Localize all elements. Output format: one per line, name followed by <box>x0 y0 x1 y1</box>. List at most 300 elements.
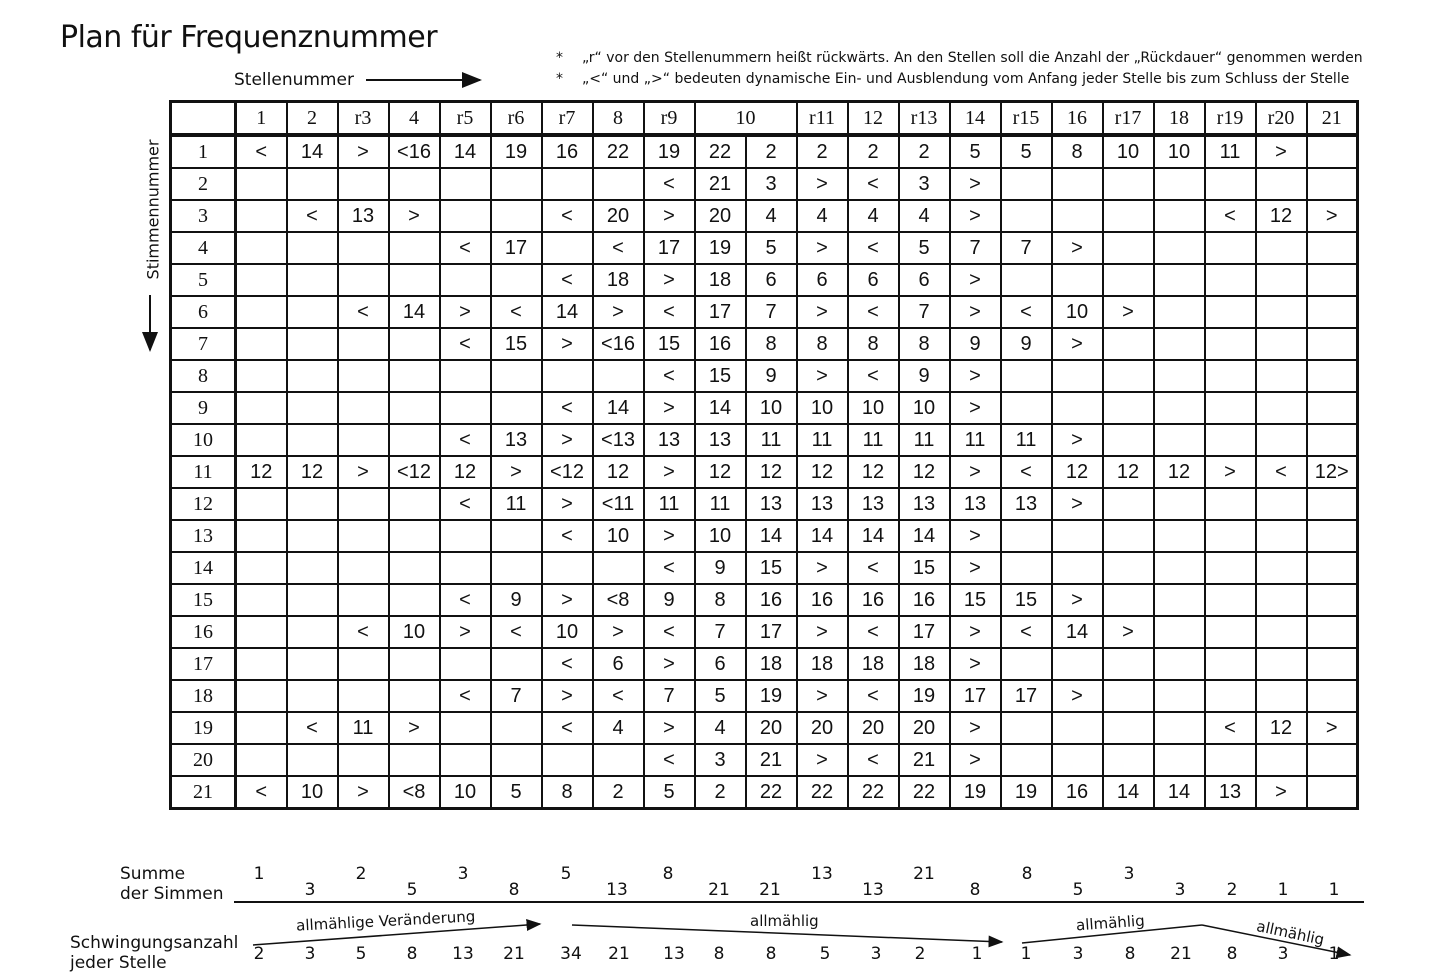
footnote-dynamics: * „<“ und „>“ bedeuten dynamische Ein- und Ausblendung vom Anfang jeder Stelle bis zum Schluss der Stelle <box>556 71 1350 87</box>
table-cell <box>542 168 593 200</box>
table-cell: > <box>950 264 1001 296</box>
table-cell: < <box>338 296 389 328</box>
table-cell: > <box>1052 488 1103 520</box>
table-cell: 12 <box>899 456 950 488</box>
table-cell: 12 <box>797 456 848 488</box>
table-cell <box>1103 488 1154 520</box>
table-cell <box>1154 520 1205 552</box>
column-header: r9 <box>644 102 695 136</box>
table-cell <box>236 648 287 680</box>
table-cell: 11 <box>338 712 389 744</box>
row-header: 18 <box>171 680 236 712</box>
schwingung-value: 13 <box>663 944 685 964</box>
table-cell: > <box>644 264 695 296</box>
table-cell <box>440 168 491 200</box>
table-cell <box>440 200 491 232</box>
table-cell: < <box>848 232 899 264</box>
schwingung-value: 3 <box>870 944 882 964</box>
phrase-allmaehlig-3: allmählig <box>1254 917 1326 949</box>
table-row <box>171 135 1358 168</box>
table-cell <box>338 744 389 776</box>
table-cell: > <box>644 392 695 424</box>
column-header: 4 <box>389 102 440 136</box>
table-cell <box>1205 744 1256 776</box>
table-cell: < <box>338 616 389 648</box>
table-cell: < <box>542 264 593 296</box>
table-cell <box>1256 360 1307 392</box>
table-cell <box>1103 680 1154 712</box>
table-cell: > <box>593 296 644 328</box>
table-cell: 7 <box>644 680 695 712</box>
table-cell: 17 <box>644 232 695 264</box>
summe-value: 8 <box>969 880 981 900</box>
table-cell: 2 <box>746 135 797 168</box>
table-cell: 15 <box>950 584 1001 616</box>
table-cell <box>338 648 389 680</box>
table-cell: <16 <box>593 328 644 360</box>
row-header: 10 <box>171 424 236 456</box>
row-header: 5 <box>171 264 236 296</box>
table-cell: > <box>1307 200 1358 232</box>
table-row <box>171 296 1358 328</box>
table-cell: 13 <box>797 488 848 520</box>
row-header: 3 <box>171 200 236 232</box>
table-cell <box>1001 552 1052 584</box>
column-header: 12 <box>848 102 899 136</box>
column-header: 2 <box>287 102 338 136</box>
table-cell <box>236 232 287 264</box>
table-cell <box>1256 648 1307 680</box>
table-cell <box>389 328 440 360</box>
schwingung-value: 1 <box>971 944 983 964</box>
table-cell <box>1205 392 1256 424</box>
table-cell <box>287 488 338 520</box>
table-cell <box>236 744 287 776</box>
column-header: 14 <box>950 102 1001 136</box>
table-cell: 15 <box>899 552 950 584</box>
table-cell <box>440 264 491 296</box>
table-cell: < <box>236 135 287 168</box>
table-cell <box>1256 584 1307 616</box>
column-header: r6 <box>491 102 542 136</box>
table-cell <box>593 168 644 200</box>
table-cell <box>1001 744 1052 776</box>
table-cell: 12 <box>440 456 491 488</box>
table-cell: 11 <box>644 488 695 520</box>
phrase-allmaehlig-2: allmählig <box>1075 911 1146 935</box>
table-cell <box>1256 328 1307 360</box>
table-cell: < <box>287 200 338 232</box>
schwingung-value: 21 <box>1170 944 1192 964</box>
summe-value: 1 <box>253 864 265 884</box>
table-cell: <8 <box>389 776 440 809</box>
table-cell: 14 <box>899 520 950 552</box>
table-cell <box>236 680 287 712</box>
table-cell: 12 <box>1256 712 1307 744</box>
table-row <box>171 680 1358 712</box>
schwingung-value: 8 <box>406 944 418 964</box>
row-header: 12 <box>171 488 236 520</box>
table-row <box>171 456 1358 488</box>
table-cell <box>389 680 440 712</box>
table-cell: < <box>542 712 593 744</box>
table-cell <box>491 360 542 392</box>
table-cell <box>1307 744 1358 776</box>
table-cell: 12 <box>1154 456 1205 488</box>
table-cell: 9 <box>491 584 542 616</box>
table-cell: > <box>542 328 593 360</box>
table-cell <box>287 232 338 264</box>
table-cell <box>338 552 389 584</box>
row-header: 16 <box>171 616 236 648</box>
table-cell: 19 <box>950 776 1001 809</box>
table-cell <box>236 424 287 456</box>
table-row <box>171 520 1358 552</box>
table-cell: 17 <box>491 232 542 264</box>
table-cell <box>236 488 287 520</box>
table-cell <box>1205 328 1256 360</box>
table-cell: 13 <box>338 200 389 232</box>
table-cell: 21 <box>746 744 797 776</box>
table-cell <box>389 520 440 552</box>
schwingung-value: 3 <box>1277 944 1289 964</box>
table-cell: > <box>542 424 593 456</box>
table-cell <box>1154 360 1205 392</box>
table-cell <box>1154 552 1205 584</box>
summe-value: 13 <box>862 880 884 900</box>
table-cell: < <box>287 712 338 744</box>
summe-value: 8 <box>662 864 674 884</box>
table-cell: 13 <box>1001 488 1052 520</box>
table-cell: < <box>644 552 695 584</box>
table-cell: 6 <box>848 264 899 296</box>
table-cell: < <box>440 232 491 264</box>
table-cell: 12 <box>593 456 644 488</box>
table-cell: 6 <box>746 264 797 296</box>
table-cell: > <box>440 296 491 328</box>
table-cell: 6 <box>593 648 644 680</box>
schwingung-value: 5 <box>355 944 367 964</box>
table-cell <box>287 424 338 456</box>
table-cell: 11 <box>695 488 746 520</box>
table-cell: < <box>644 616 695 648</box>
table-cell <box>1103 264 1154 296</box>
table-cell: > <box>542 488 593 520</box>
table-cell: 9 <box>1001 328 1052 360</box>
table-cell <box>287 744 338 776</box>
table-cell <box>1256 264 1307 296</box>
table-cell <box>593 744 644 776</box>
table-cell <box>1001 168 1052 200</box>
table-cell <box>1256 168 1307 200</box>
table-cell: 14 <box>695 392 746 424</box>
table-cell: 5 <box>950 135 1001 168</box>
table-cell <box>1052 648 1103 680</box>
table-cell: > <box>950 456 1001 488</box>
column-header: r5 <box>440 102 491 136</box>
table-cell: 7 <box>491 680 542 712</box>
table-cell: 11 <box>797 424 848 456</box>
table-cell: > <box>797 616 848 648</box>
table-cell: 2 <box>593 776 644 809</box>
table-cell: 16 <box>797 584 848 616</box>
column-header: r3 <box>338 102 389 136</box>
table-cell <box>1307 488 1358 520</box>
table-cell <box>1154 296 1205 328</box>
table-cell <box>1307 392 1358 424</box>
table-cell: 12 <box>1103 456 1154 488</box>
table-cell: 16 <box>695 328 746 360</box>
schwingung-value: 3 <box>1072 944 1084 964</box>
table-cell <box>287 584 338 616</box>
table-cell: 8 <box>695 584 746 616</box>
table-cell: 11 <box>848 424 899 456</box>
table-cell: > <box>797 168 848 200</box>
table-cell: 11 <box>950 424 1001 456</box>
table-cell: 10 <box>542 616 593 648</box>
summe-value: 13 <box>606 880 628 900</box>
row-header: 19 <box>171 712 236 744</box>
table-cell: 18 <box>695 264 746 296</box>
table-cell <box>1256 552 1307 584</box>
table-cell: > <box>950 520 1001 552</box>
table-cell: 11 <box>746 424 797 456</box>
table-cell: 17 <box>746 616 797 648</box>
table-cell: > <box>1052 680 1103 712</box>
table-cell: 18 <box>593 264 644 296</box>
table-cell <box>1154 264 1205 296</box>
table-cell: < <box>848 360 899 392</box>
table-cell <box>1103 168 1154 200</box>
table-cell <box>1256 488 1307 520</box>
table-cell: <12 <box>389 456 440 488</box>
table-cell <box>338 488 389 520</box>
table-cell: < <box>1001 296 1052 328</box>
table-cell <box>1256 424 1307 456</box>
table-row <box>171 744 1358 776</box>
table-cell: > <box>1052 584 1103 616</box>
column-header: r13 <box>899 102 950 136</box>
table-cell <box>1154 648 1205 680</box>
table-cell: 2 <box>695 776 746 809</box>
summe-value: 2 <box>355 864 367 884</box>
table-cell: 15 <box>695 360 746 392</box>
table-cell: < <box>848 296 899 328</box>
table-cell <box>1052 744 1103 776</box>
table-cell <box>338 680 389 712</box>
table-cell: > <box>797 296 848 328</box>
table-cell <box>1154 744 1205 776</box>
summe-value: 21 <box>913 864 935 884</box>
table-cell: 21 <box>695 168 746 200</box>
table-cell: 22 <box>797 776 848 809</box>
table-cell <box>338 584 389 616</box>
table-cell <box>542 744 593 776</box>
schwingung-value: 2 <box>914 944 926 964</box>
table-row <box>171 232 1358 264</box>
table-cell: 13 <box>695 424 746 456</box>
table-row <box>171 488 1358 520</box>
table-cell: 2 <box>797 135 848 168</box>
table-cell: > <box>950 296 1001 328</box>
table-cell: > <box>542 584 593 616</box>
table-cell <box>389 744 440 776</box>
table-cell <box>1205 488 1256 520</box>
table-cell <box>287 680 338 712</box>
table-cell <box>1307 552 1358 584</box>
table-cell <box>287 520 338 552</box>
summe-value: 21 <box>708 880 730 900</box>
table-cell: > <box>1256 135 1307 168</box>
table-cell: > <box>593 616 644 648</box>
table-cell <box>1307 360 1358 392</box>
table-cell: 12 <box>1256 200 1307 232</box>
schwingung-value: 21 <box>608 944 630 964</box>
table-cell: 10 <box>287 776 338 809</box>
summe-value: 1 <box>1277 880 1289 900</box>
table-cell <box>1001 200 1052 232</box>
table-row <box>171 648 1358 680</box>
table-cell: 10 <box>440 776 491 809</box>
table-cell: 13 <box>491 424 542 456</box>
table-cell <box>236 328 287 360</box>
column-header: r20 <box>1256 102 1307 136</box>
table-cell: 17 <box>950 680 1001 712</box>
table-cell: 15 <box>746 552 797 584</box>
table-cell: 4 <box>899 200 950 232</box>
stimmennummer-label: Stimmennummer <box>143 139 163 280</box>
table-cell: < <box>1205 712 1256 744</box>
table-cell <box>1256 392 1307 424</box>
row-header: 15 <box>171 584 236 616</box>
table-cell: 10 <box>746 392 797 424</box>
table-cell <box>491 168 542 200</box>
table-cell <box>1307 296 1358 328</box>
schwingung-value: 5 <box>819 944 831 964</box>
table-cell: < <box>644 296 695 328</box>
table-cell: < <box>491 616 542 648</box>
table-cell: < <box>491 296 542 328</box>
schwingung-value: 8 <box>765 944 777 964</box>
summe-value: 3 <box>1123 864 1135 884</box>
table-row <box>171 168 1358 200</box>
table-row <box>171 584 1358 616</box>
table-cell: < <box>542 520 593 552</box>
table-cell: 19 <box>695 232 746 264</box>
table-cell: > <box>1307 712 1358 744</box>
table-cell <box>1052 168 1103 200</box>
summe-value: 1 <box>1328 880 1340 900</box>
table-cell: 14 <box>389 296 440 328</box>
table-cell: 2 <box>899 135 950 168</box>
table-cell <box>1154 712 1205 744</box>
table-cell: 10 <box>1103 135 1154 168</box>
row-header: 8 <box>171 360 236 392</box>
table-cell: <12 <box>542 456 593 488</box>
row-header: 20 <box>171 744 236 776</box>
table-cell: 17 <box>899 616 950 648</box>
table-cell: 5 <box>1001 135 1052 168</box>
table-cell <box>1205 168 1256 200</box>
schwingung-value: 34 <box>560 944 582 964</box>
table-cell: 20 <box>848 712 899 744</box>
table-cell <box>1103 424 1154 456</box>
table-cell: 18 <box>746 648 797 680</box>
table-cell: < <box>644 744 695 776</box>
table-cell: 10 <box>389 616 440 648</box>
table-cell: 3 <box>746 168 797 200</box>
table-cell: > <box>950 648 1001 680</box>
table-cell: > <box>1256 776 1307 809</box>
schwingung-value: 1 <box>1328 944 1340 964</box>
table-cell <box>1052 264 1103 296</box>
table-row <box>171 360 1358 392</box>
table-cell: < <box>593 232 644 264</box>
schwingung-value: 2 <box>253 944 265 964</box>
table-cell <box>440 712 491 744</box>
table-cell <box>389 424 440 456</box>
table-cell: 8 <box>848 328 899 360</box>
table-cell <box>1307 648 1358 680</box>
table-cell <box>338 232 389 264</box>
table-row <box>171 616 1358 648</box>
table-cell <box>1052 520 1103 552</box>
table-cell: 4 <box>848 200 899 232</box>
table-cell <box>1307 328 1358 360</box>
table-cell <box>1103 648 1154 680</box>
table-cell: > <box>1052 232 1103 264</box>
table-cell <box>236 296 287 328</box>
table-cell <box>287 616 338 648</box>
schwingung-label: Schwingungsanzahl jeder Stelle <box>70 933 239 973</box>
summe-value: 8 <box>1021 864 1033 884</box>
table-row <box>171 328 1358 360</box>
table-cell <box>491 648 542 680</box>
summe-value: 3 <box>304 880 316 900</box>
table-cell: 19 <box>746 680 797 712</box>
table-cell: > <box>1052 424 1103 456</box>
table-cell: > <box>797 744 848 776</box>
table-cell: 12 <box>1052 456 1103 488</box>
table-cell: > <box>950 712 1001 744</box>
table-cell <box>491 520 542 552</box>
table-cell: < <box>440 488 491 520</box>
table-cell: 7 <box>695 616 746 648</box>
table-cell <box>1307 168 1358 200</box>
table-cell <box>287 264 338 296</box>
table-cell: <11 <box>593 488 644 520</box>
column-header: 10 <box>695 102 797 136</box>
table-cell: < <box>848 168 899 200</box>
schwingung-value: 1 <box>1020 944 1032 964</box>
table-cell <box>1052 392 1103 424</box>
table-cell: 3 <box>695 744 746 776</box>
table-cell: 10 <box>695 520 746 552</box>
table-cell <box>287 296 338 328</box>
table-cell <box>338 168 389 200</box>
stellenummer-label: Stellenummer <box>234 70 354 90</box>
summe-value: 13 <box>811 864 833 884</box>
table-cell <box>1154 392 1205 424</box>
table-cell: 20 <box>593 200 644 232</box>
table-cell: 5 <box>899 232 950 264</box>
row-header: 7 <box>171 328 236 360</box>
table-cell: 20 <box>746 712 797 744</box>
table-cell: > <box>950 200 1001 232</box>
column-header: r19 <box>1205 102 1256 136</box>
table-cell <box>1307 520 1358 552</box>
table-cell <box>287 648 338 680</box>
